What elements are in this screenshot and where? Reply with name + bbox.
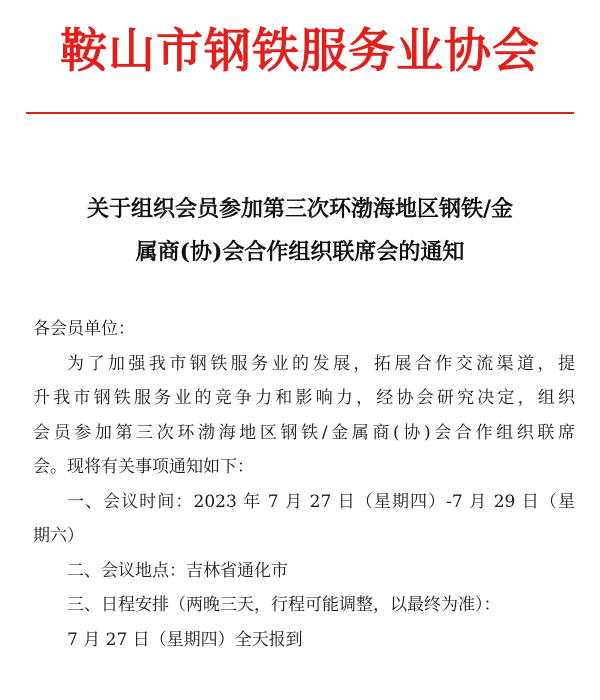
schedule-day-1: 7 月 27 日（星期四）全天报到 [67,629,303,650]
notice-title-line-1: 关于组织会员参加第三次环渤海地区钢铁/金 [86,196,514,222]
notice-title-line-2: 属商(协)会合作组织联席会的通知 [135,239,465,265]
salutation: 各会员单位： [33,319,135,339]
item-meeting-time-line-1: 一、会议时间：2023 年 7 月 27 日（星期四）-7 月 29 日（星 [67,491,575,512]
item-schedule: 三、日程安排（两晚三天，行程可能调整，以最终为准）： [67,595,501,615]
item-meeting-location: 二、会议地点：吉林省通化市 [67,560,288,581]
notice-body [33,312,575,657]
item-meeting-time-line-2: 期六） [33,526,84,546]
intro-line-4: 会。现将有关事项通知如下： [33,457,254,477]
notice-title [30,188,570,274]
letterhead-org-name: 鞍山市钢铁服务业协会 [60,24,540,79]
intro-line-1: 为了加强我市钢铁服务业的发展，拓展合作交流渠道，提 [67,353,575,374]
intro-line-3: 会员参加第三次环渤海地区钢铁/金属商(协)会合作组织联席 [33,422,575,443]
letterhead-divider [26,112,574,114]
intro-line-2: 升我市钢铁服务业的竞争力和影响力，经协会研究决定，组织 [33,388,575,408]
